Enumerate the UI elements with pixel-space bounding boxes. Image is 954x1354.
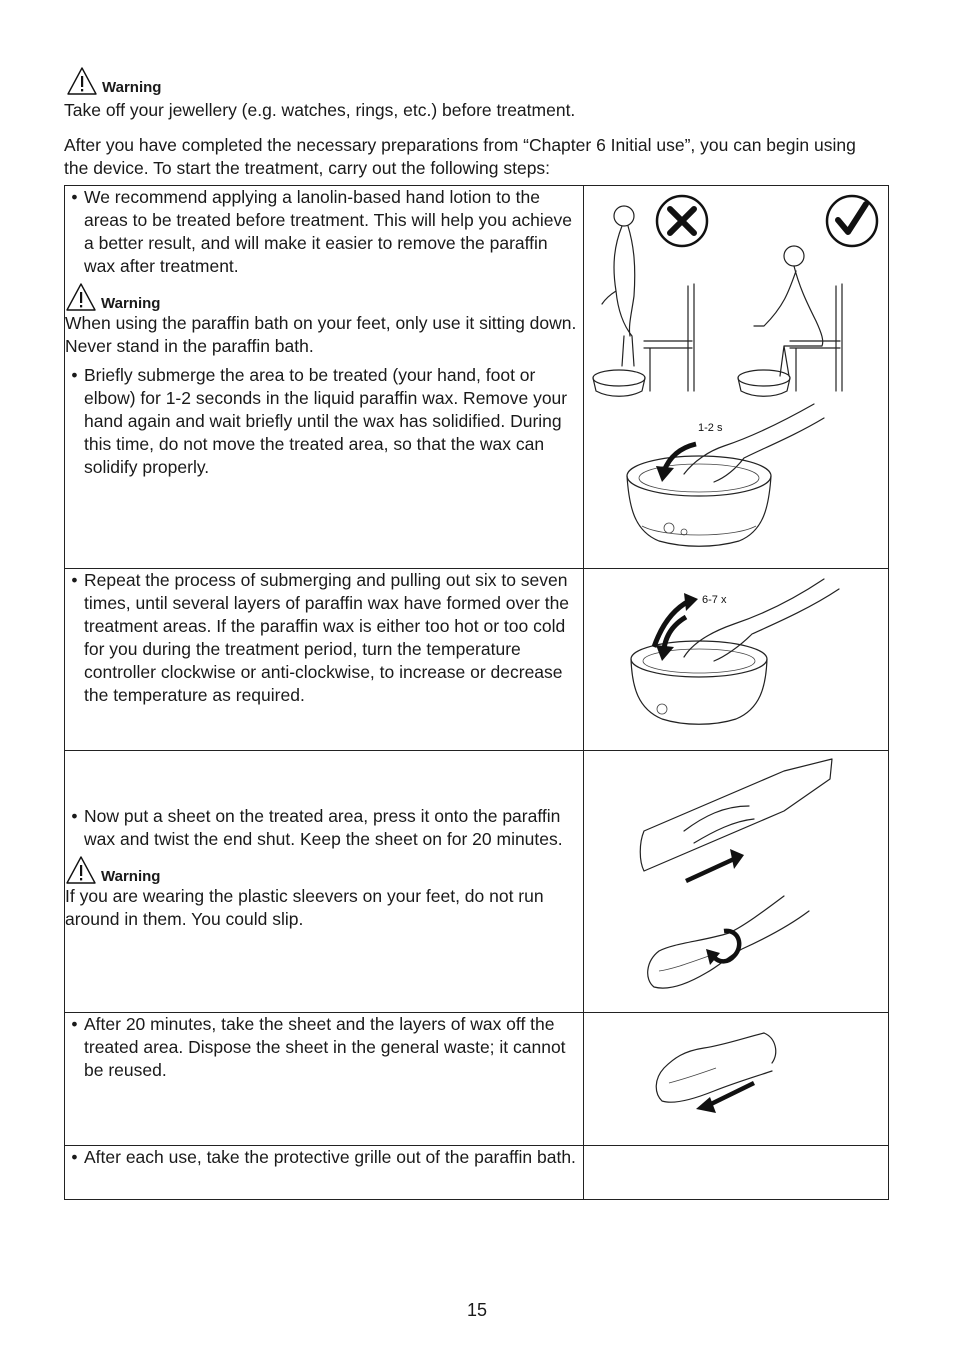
standing-person-drawing — [593, 206, 694, 396]
step-4-illustration-cell — [584, 1013, 889, 1146]
step-3-text-cell — [65, 751, 584, 1013]
step-3-illustration-cell — [584, 751, 889, 1013]
page-number: 15 — [466, 1300, 488, 1320]
repeat-dipping-illustration — [584, 569, 888, 745]
step-row-1 — [65, 186, 889, 569]
warning-label: Warning — [101, 868, 161, 885]
step-5-text-cell — [65, 1146, 584, 1200]
approved-check-icon — [827, 196, 877, 246]
step-5-empty-cell — [584, 1146, 889, 1200]
steps-table — [64, 185, 889, 1200]
step-1-bullet-1: • We recommend applying a lanolin-based hand lotion to the areas to be treated before treatment. This will help you achieve a better result, and will make it easier to remove the paraffin wax after treatment. — [71, 187, 573, 276]
warning-triangle-icon — [65, 282, 97, 312]
intro-warning-heading — [66, 66, 161, 96]
intro-warning-text: Take off your jewellery (e.g. watches, rings, etc.) before treatment. — [64, 100, 576, 120]
step-2-bullet-1: • Repeat the process of submerging and pulling out six to seven times, until several layers of paraffin wax have formed over the treatment areas. If the paraffin wax is either too hot or too cold for you during the treatment period, turn the temperature controller clockwise or anti-clockwise, to increase or decrease the temperature as required. — [71, 570, 570, 705]
step-row-4 — [65, 1013, 889, 1146]
sitting-person-drawing — [738, 246, 842, 396]
step-row-3 — [65, 751, 889, 1013]
step-3-warning-heading — [65, 855, 583, 885]
step-5-bullet-1: • After each use, take the protective grille out of the paraffin bath. — [71, 1147, 576, 1167]
step-3-bullet-1: • Now put a sheet on the treated area, press it onto the paraffin wax and twist the end shut. Keep the sheet on for 20 minutes. — [71, 806, 563, 849]
warning-triangle-icon — [65, 855, 97, 885]
step-4-text-cell — [65, 1013, 584, 1146]
warning-triangle-icon — [66, 66, 98, 96]
warning-label: Warning — [102, 79, 162, 96]
step-2-text-cell — [65, 569, 584, 751]
warning-label: Warning — [101, 295, 161, 312]
figure-label: 1-2 s — [698, 422, 723, 434]
step-row-2 — [65, 569, 889, 751]
figure-label: 6-7 x — [702, 594, 727, 606]
step-1-text-cell — [65, 186, 584, 569]
step-2-illustration-cell — [584, 569, 889, 751]
step-1-illustration-cell — [584, 186, 889, 569]
step-4-bullet-1: • After 20 minutes, take the sheet and the layers of wax off the treated area. Dispose the sheet in the general waste; it cannot be reused. — [71, 1014, 566, 1080]
step-1-warning-text: When using the paraffin bath on your feet, only use it sitting down. Never stand in the paraffin bath. — [65, 313, 577, 356]
hand-in-paraffin-bath-drawing — [627, 404, 824, 546]
prohibited-icon — [657, 196, 707, 246]
sheet-removal-illustration — [584, 1013, 888, 1140]
step-row-5 — [65, 1146, 889, 1200]
step-1-warning-heading — [65, 282, 583, 312]
standing-vs-sitting-illustration — [584, 186, 888, 563]
step-1-bullet-2: • Briefly submerge the area to be treated (your hand, foot or elbow) for 1-2 seconds in the liquid paraffin wax. Remove your hand again and wait briefly until the wax has solidified. During this time, do not move the treated area, so that the wax can solidify properly. — [71, 365, 568, 477]
intro-paragraph: After you have completed the necessary preparations from “Chapter 6 Initial use”, you can begin using the device. To start the treatment, carry out the following steps: — [64, 135, 856, 178]
sheet-wrapping-illustration — [584, 751, 888, 1007]
step-3-warning-text: If you are wearing the plastic sleevers on your feet, do not run around in them. You could slip. — [65, 886, 544, 929]
